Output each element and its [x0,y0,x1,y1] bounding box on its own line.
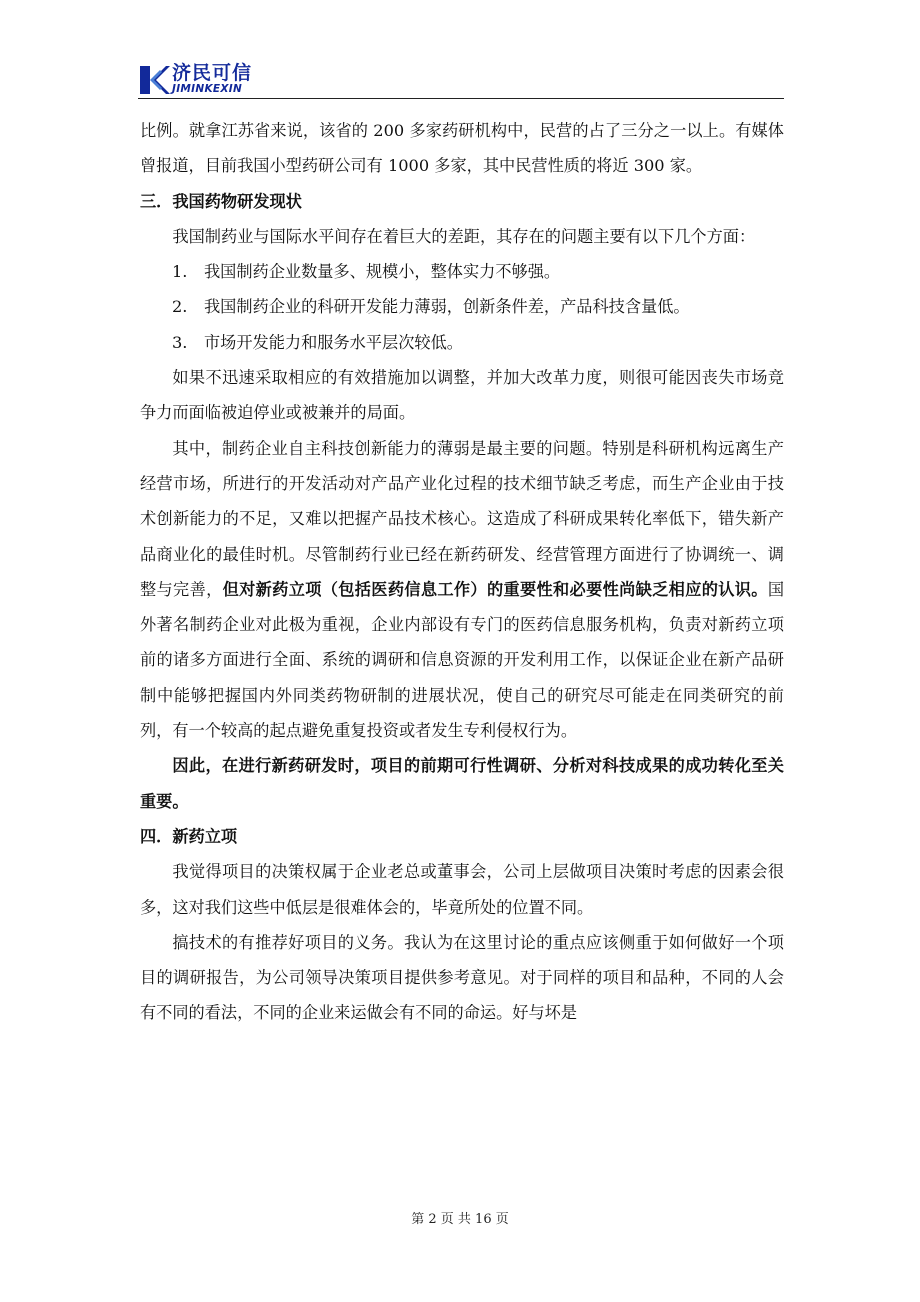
list-item [140,289,784,324]
jmkx-logo-icon [138,64,170,96]
header-divider [138,98,784,99]
company-logo [138,62,278,98]
paragraph-text: 国外著名制药企业对此极为重视，企业内部设有专门的医药信息服务机构，负责对新药立项前的诸多方面进行全面、系统的调研和信息资源的开发利用工作，以保证企业在新产品研制中能够把握国内外同类药物研制的进展状况，使自己的研究尽可能走在同类研究的前列，有一个较高的起点避免重复投资或者发生专利侵权行为。 [140,579,784,741]
section-heading-4: 四．新药立项 [140,826,238,846]
list-number: 1. [172,262,188,282]
page-number: 第 2 页 共 16 页 [411,1212,509,1227]
list-item [140,254,784,289]
list-number: 3. [172,332,188,352]
page-footer [0,1208,920,1227]
list-text: 市场开发能力和服务水平层次较低。 [204,332,463,352]
list-text: 我国制药企业数量多、规模小，整体实力不够强。 [204,262,561,282]
paragraph-technical: 搞技术的有推荐好项目的义务。我认为在这里讨论的重点应该侧重于如何做好一个项目的调研报告，为公司领导决策项目提供参考意见。对于同样的项目和品种，不同的人会有不同的看法，不同的企业来运做会有不同的命运。好与坏是 [140,932,784,1023]
list-text: 我国制药企业的科研开发能力薄弱，创新条件差，产品科技含量低。 [204,297,690,317]
paragraph-decision: 我觉得项目的决策权属于企业老总或董事会，公司上层做项目决策时考虑的因素会很多，这对我们这些中低层是很难体会的，毕竟所处的位置不同。 [140,862,784,917]
paragraph-consequence: 如果不迅速采取相应的有效措施加以调整，并加大改革力度，则很可能因丧失市场竞争力而面临被迫停业或被兼并的局面。 [140,368,784,423]
document-body [140,113,784,1031]
paragraph-text: 其中，制药企业自主科技创新能力的薄弱是最主要的问题。特别是科研机构远离生产经营市场，所进行的开发活动对产品产业化过程的技术细节缺乏考虑，而生产企业由于技术创新能力的不足，又难以把握产品技术核心。这造成了科研成果转化率低下，错失新产品商业化的最佳时机。尽管制药行业已经在新药研发、经营管理方面进行了协调统一、调整与完善， [140,438,784,599]
paragraph-main-problem [140,431,784,749]
paragraph-conclusion: 因此，在进行新药研发时，项目的前期可行性调研、分析对科技成果的成功转化至关重要。 [140,756,784,811]
paragraph-continued: 比例。就拿江苏省来说，该省的 200 多家药研机构中，民营的占了三分之一以上。有媒体曾报道，目前我国小型药研公司有 1000 多家，其中民营性质的将近 300 家。 [140,121,784,176]
list-number: 2. [172,297,188,317]
paragraph-status-intro: 我国制药业与国际水平间存在着巨大的差距，其存在的问题主要有以下几个方面： [172,226,756,246]
emphasis-text: 但对新药立项（包括医药信息工作）的重要性和必要性尚缺乏相应的认识。 [222,579,768,599]
section-heading-3: 三．我国药物研发现状 [140,191,302,211]
brand-name-en: JIMINKEXIN [172,83,243,95]
page-header [138,62,784,98]
list-item [140,325,784,360]
brand-name-cn: 济民可信 [172,62,253,84]
